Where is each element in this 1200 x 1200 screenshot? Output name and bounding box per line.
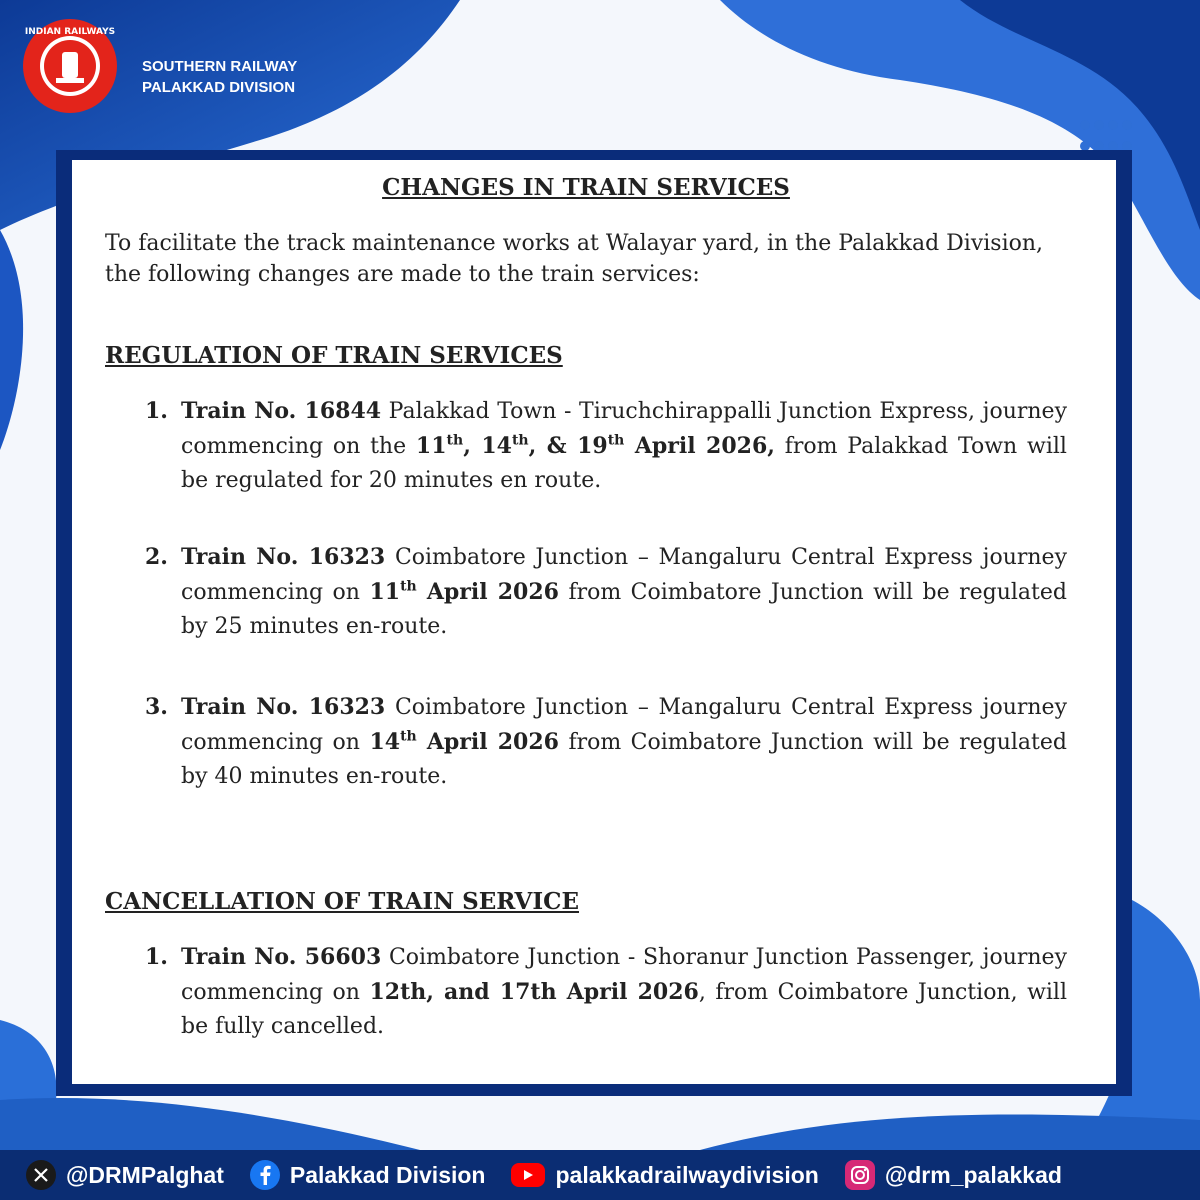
facebook-name: Palakkad Division (289, 1161, 486, 1188)
train-route: Coimbatore Junction – Mangaluru Central Express journey commencing on (181, 695, 1068, 755)
journey-dates: 11th, 14th, & 19th April 2026, (415, 432, 775, 459)
org-line-2: PALAKKAD DIVISION (142, 79, 296, 96)
train-number: Train No. 16323 (181, 694, 386, 720)
social-footer (0, 1150, 1200, 1200)
train-route: Coimbatore Junction – Mangaluru Central Express journey commencing on (181, 545, 1068, 605)
x-icon (26, 1160, 56, 1190)
regulation-item-2 (145, 540, 1067, 644)
cancellation-item-1 (145, 940, 1067, 1044)
notice-card (72, 160, 1116, 1084)
footer-youtube[interactable] (511, 1162, 818, 1189)
organization-name (142, 56, 297, 98)
journey-date: 14th April 2026 (369, 728, 559, 755)
regulation-heading: REGULATION OF TRAIN SERVICES (105, 342, 563, 369)
notice-title: CHANGES IN TRAIN SERVICES (382, 174, 790, 201)
item-number: 3. (145, 694, 168, 720)
item-number: 1. (145, 398, 168, 424)
instagram-icon (845, 1160, 875, 1190)
notice-intro: To facilitate the track maintenance works at Walayar yard, in the Palakkad Division, the following changes are made to the train services: (105, 231, 1044, 287)
cancellation-heading: CANCELLATION OF TRAIN SERVICE (105, 888, 579, 915)
org-line-1: SOUTHERN RAILWAY (142, 58, 298, 75)
journey-dates: 12th, and 17th April 2026 (369, 979, 699, 1005)
regulation-detail: from Palakkad Town will be regulated for 20 minutes en route. (181, 434, 1067, 493)
footer-facebook[interactable] (250, 1160, 486, 1190)
youtube-icon (511, 1163, 545, 1187)
cancellation-detail: , from Coimbatore Junction, will be fully cancelled. (181, 980, 1068, 1039)
indian-railways-logo (22, 18, 118, 114)
item-number: 1. (145, 944, 168, 970)
train-number: Train No. 16844 (181, 398, 382, 424)
regulation-detail: from Coimbatore Junction will be regulated by 25 minutes en-route. (181, 580, 1067, 639)
regulation-item-1 (145, 394, 1067, 498)
train-number: Train No. 56603 (181, 944, 382, 970)
journey-date: 11th April 2026 (369, 578, 559, 605)
facebook-icon (250, 1160, 280, 1190)
regulation-item-3 (145, 690, 1067, 794)
x-handle: @DRMPalghat (66, 1161, 224, 1188)
footer-instagram[interactable] (845, 1160, 1062, 1190)
svg-text:INDIAN RAILWAYS: INDIAN RAILWAYS (24, 27, 116, 37)
regulation-detail: from Coimbatore Junction will be regulated by 40 minutes en-route. (181, 730, 1067, 789)
train-route: Coimbatore Junction - Shoranur Junction Passenger, journey commencing on (181, 945, 1067, 1005)
footer-x[interactable] (26, 1160, 224, 1190)
item-number: 2. (145, 544, 168, 570)
youtube-channel: palakkadrailwaydivision (555, 1161, 819, 1188)
instagram-handle: @drm_palakkad (884, 1161, 1062, 1188)
train-number: Train No. 16323 (181, 544, 386, 570)
train-route: Palakkad Town - Tiruchchirappalli Junction Express, journey commencing on the (181, 399, 1068, 459)
